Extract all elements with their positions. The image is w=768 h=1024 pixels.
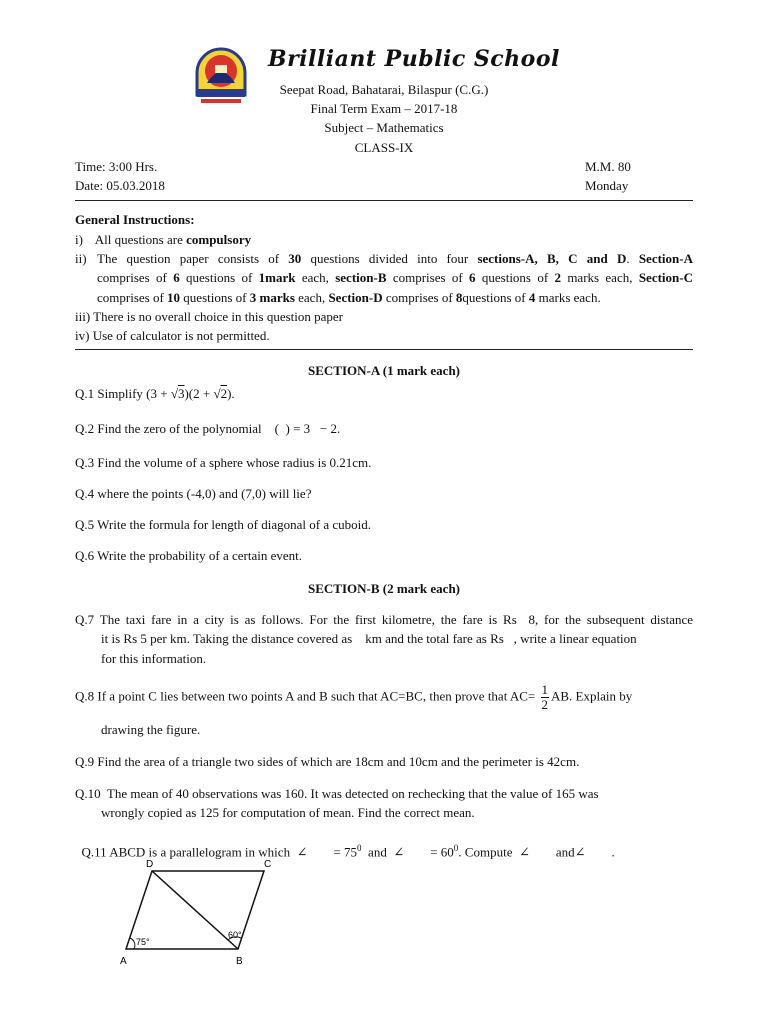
- class-title: CLASS-IX: [354, 140, 414, 155]
- exam-title: Final Term Exam – 2017-18: [310, 101, 458, 116]
- q11-text-b: and ∠ = 60: [361, 844, 454, 860]
- question-4: Q.4 where the points (-4,0) and (7,0) will lie?: [75, 486, 312, 501]
- vertex-label-c: C: [264, 859, 272, 870]
- angle-b-label: 60°: [228, 930, 242, 940]
- section-b-title: SECTION-B (2 mark each): [307, 581, 461, 596]
- exam-date: Date: 05.03.2018: [75, 178, 165, 193]
- question-10-line2: wrongly copied as 125 for computation of mean. Find the correct mean.: [101, 805, 475, 820]
- question-9: Q.9 Find the area of a triangle two sides of which are 18cm and 10cm and the perimeter is 42cm.: [75, 754, 580, 769]
- diagonal-bd: [152, 871, 238, 949]
- ii3-i: questions of: [462, 290, 529, 305]
- ii3-d: 3 marks: [249, 290, 295, 305]
- ii3-h: 8: [455, 290, 463, 305]
- q11-sup-2: 0: [453, 843, 459, 853]
- instructions-divider: [75, 349, 693, 350]
- question-8: [75, 683, 632, 712]
- vertex-label-a: A: [120, 956, 127, 967]
- q8-denominator: 2: [541, 697, 548, 712]
- instruction-iii: iii) There is no overall choice in this question paper: [75, 309, 343, 324]
- q1-expr-d: 2: [220, 386, 228, 401]
- exam-day: Monday: [585, 178, 629, 193]
- ii3-a: comprises of: [97, 290, 168, 305]
- q11-text-c: . Compute ∠ and∠ .: [458, 844, 615, 860]
- vertex-label-d: D: [146, 859, 154, 870]
- ii2-c: questions of: [179, 270, 259, 285]
- ii-text-d: sections-A, B, C and D: [477, 251, 627, 266]
- ii3-g: comprises of: [382, 290, 456, 305]
- instruction-ii-line1: [97, 251, 693, 267]
- question-7-line1: Q.7 The taxi fare in a city is as follows. For the first kilometre, the fare is Rs 8, for the subsequent distance: [75, 612, 693, 627]
- ii2-h: 6: [469, 270, 476, 285]
- q8-numerator: 1: [541, 682, 548, 697]
- ii-text-c: questions divided into four: [301, 251, 478, 266]
- ii3-b: 10: [167, 290, 181, 305]
- question-10-line1: Q.10 The mean of 40 observations was 160. It was detected on rechecking that the value of 165 was: [75, 786, 599, 801]
- q8-fraction: [541, 683, 550, 712]
- ii2-l: Section-C: [638, 270, 693, 285]
- q1-expr-b: 3: [177, 386, 185, 401]
- instruction-i-text: All questions are: [94, 232, 187, 247]
- ii2-d: 1mark: [258, 270, 296, 285]
- school-name: Brilliant Public School: [268, 46, 560, 72]
- ii2-f: section-B: [335, 270, 387, 285]
- instruction-ii-line2: [97, 270, 693, 286]
- ii2-g: comprises of: [386, 270, 470, 285]
- max-marks: M.M. 80: [585, 159, 631, 174]
- q8-text-b: AB. Explain by: [551, 688, 633, 704]
- question-8-line2: drawing the figure.: [101, 722, 201, 737]
- q1-prefix: Q.1 Simplify: [75, 386, 147, 401]
- ii3-f: Section-D: [328, 290, 383, 305]
- q1-expr-e: ).: [227, 386, 235, 401]
- instruction-ii-line3: [97, 290, 601, 306]
- instructions-heading: General Instructions:: [75, 212, 195, 227]
- q11-sup-1: 0: [357, 843, 362, 853]
- question-7-line2: it is Rs 5 per km. Taking the distance covered as km and the total fare as Rs , write a linear equation: [101, 631, 637, 646]
- ii3-k: marks each.: [535, 290, 601, 305]
- angle-a-arc: [130, 938, 135, 949]
- angle-a-label: 75°: [136, 937, 150, 947]
- instruction-ii-prefix: ii): [75, 251, 87, 266]
- instruction-i-prefix: i): [75, 232, 83, 247]
- question-3: Q.3 Find the volume of a sphere whose radius is 0.21cm.: [75, 455, 372, 470]
- ii2-b: 6: [173, 270, 180, 285]
- subject-title: Subject – Mathematics: [324, 120, 444, 135]
- q11-text-a: Q.11 ABCD is a parallelogram in which ∠ = 75: [81, 844, 358, 860]
- parallelogram-figure: [116, 856, 276, 968]
- ii2-i: questions of: [475, 270, 555, 285]
- section-a-title: SECTION-A (1 mark each): [307, 363, 461, 378]
- instruction-iv: iv) Use of calculator is not permitted.: [75, 328, 270, 343]
- ii2-e: each,: [295, 270, 336, 285]
- question-6: Q.6 Write the probability of a certain event.: [75, 548, 303, 563]
- vertex-label-b: B: [236, 956, 243, 967]
- ii-text-f: Section-A: [638, 251, 693, 266]
- q8-text-a: Q.8 If a point C lies between two points A and B such that AC=BC, then prove that AC=: [75, 688, 536, 704]
- header-divider: [75, 200, 693, 201]
- ii2-j: 2: [554, 270, 561, 285]
- q1-expr-a: (3 + √: [146, 386, 178, 401]
- ii2-a: comprises of: [97, 270, 174, 285]
- instruction-i-bold: compulsory: [186, 232, 252, 247]
- instruction-i: [75, 232, 251, 248]
- ii-text-b: 30: [288, 251, 302, 266]
- ii3-e: each,: [294, 290, 329, 305]
- ii3-c: questions of: [180, 290, 250, 305]
- question-2: Q.2 Find the zero of the polynomial ( ) = 3 − 2.: [75, 421, 341, 436]
- ii3-j: 4: [528, 290, 536, 305]
- ii2-k: marks each,: [560, 270, 639, 285]
- ii-text-a: The question paper consists of: [97, 251, 289, 266]
- question-1: [75, 386, 235, 402]
- school-address: Seepat Road, Bahatarai, Bilaspur (C.G.): [279, 82, 489, 97]
- question-5: Q.5 Write the formula for length of diagonal of a cuboid.: [75, 517, 371, 532]
- exam-time: Time: 3:00 Hrs.: [75, 159, 158, 174]
- ii-text-e: .: [626, 251, 639, 266]
- q1-expr-c: )(2 + √: [184, 386, 221, 401]
- question-7-line3: for this information.: [101, 651, 207, 666]
